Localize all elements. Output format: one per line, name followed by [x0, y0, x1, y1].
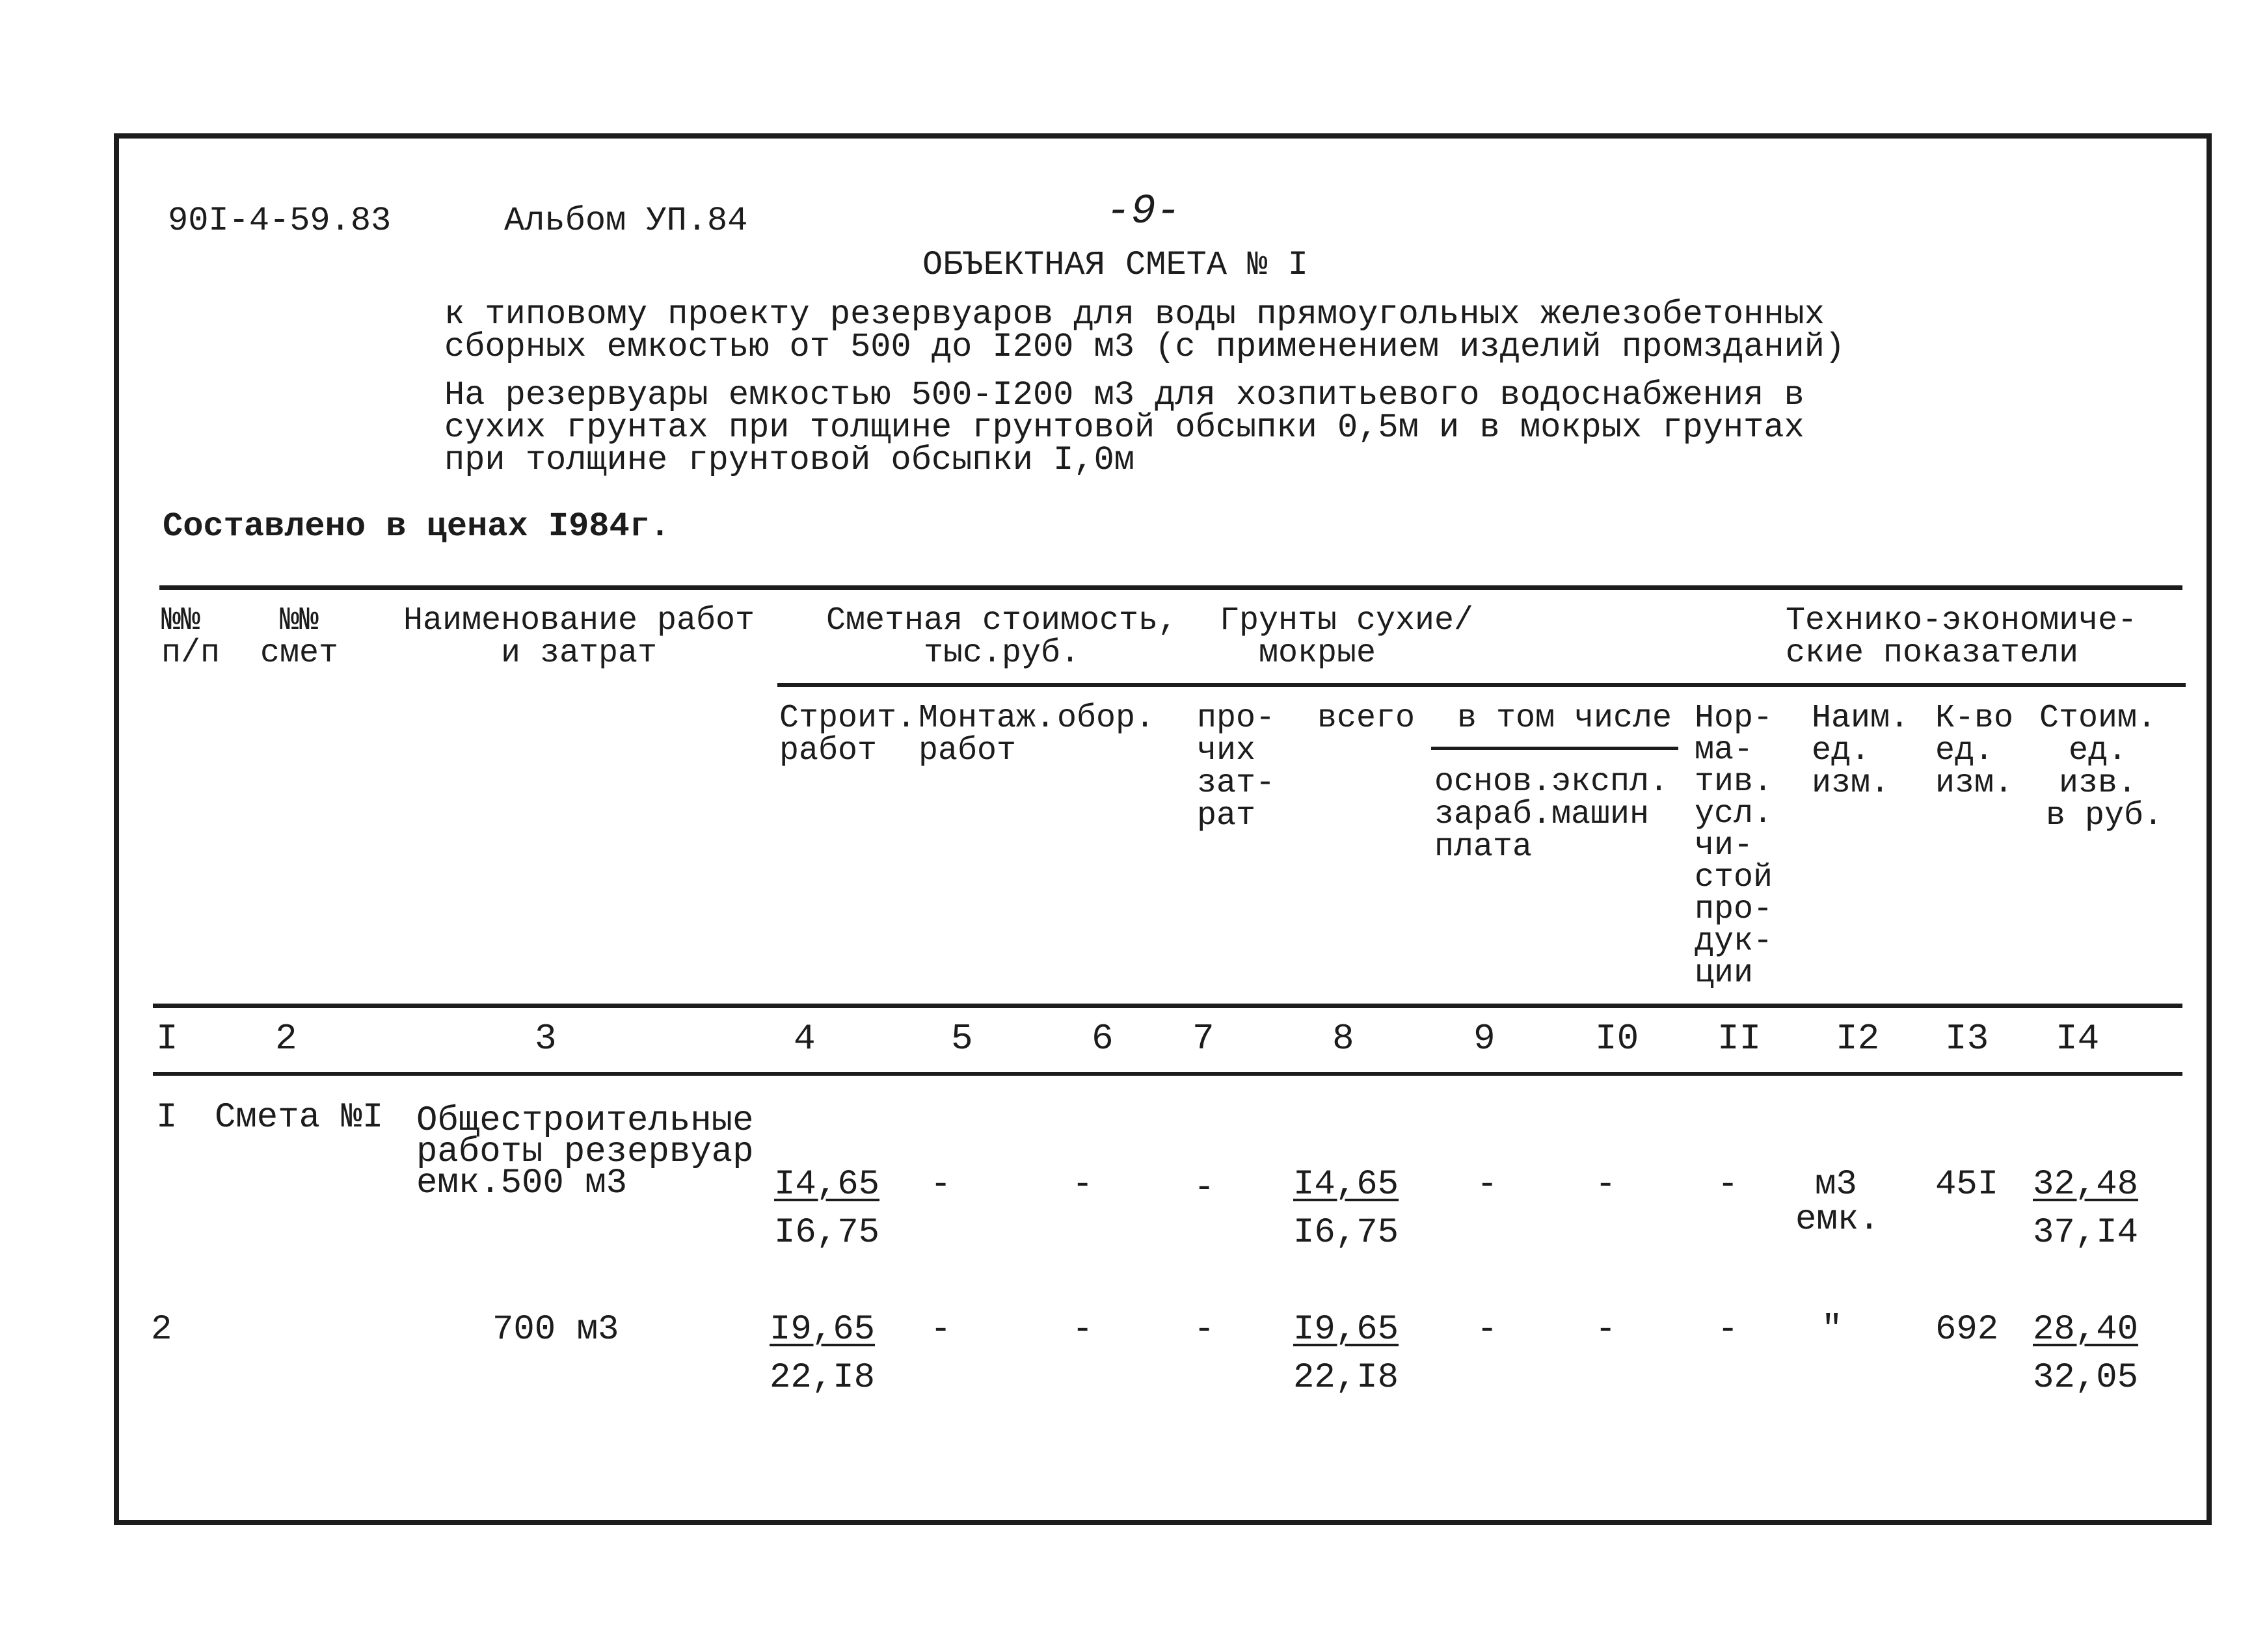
col-number: II [1717, 1018, 1762, 1059]
row-1-unit: м3 емк. [1795, 1165, 1880, 1240]
header-estimate: №№ смет [260, 602, 339, 672]
incl-group-rule [1431, 747, 1678, 750]
document-title: ОБЪЕКТНАЯ СМЕТА № I [922, 246, 1308, 284]
prices-note: Составлено в ценах I984г. [163, 507, 671, 546]
header-cost-group: Сметная стоимость, тыс.руб. [825, 602, 1178, 672]
header-machines: экспл. машин [1551, 764, 1669, 833]
row-1-estimate: Смета №I [215, 1098, 384, 1138]
row-1-no: I [156, 1098, 178, 1138]
row-1-machines: - [1595, 1165, 1616, 1205]
row-1-other: - [1194, 1168, 1215, 1208]
row-1-quantity: 45I [1935, 1165, 1999, 1205]
col-number: 8 [1332, 1018, 1354, 1059]
row-1-build-cost: I4,65 I6,75 [774, 1165, 880, 1253]
subtitle-line-2: сборных емкостью от 500 до I200 м3 (с применением изделий промзданий) [444, 328, 1845, 366]
header-total: всего [1317, 700, 1415, 737]
row-2-wages: - [1477, 1310, 1498, 1350]
album-label: Альбом УП.84 [504, 202, 748, 240]
row-2-quantity: 692 [1935, 1310, 1999, 1350]
col-number: I2 [1836, 1018, 1880, 1059]
header-tech-group: Технико-экономиче- ские показатели [1786, 602, 2138, 672]
row-2-mount: - [930, 1310, 952, 1350]
header-other-costs: про- чих зат- рат [1197, 700, 1276, 834]
row-1-equipment: - [1072, 1165, 1093, 1205]
row-2-build-cost: I9,65 22,I8 [770, 1310, 876, 1398]
header-unit: Наим. ед. изм. [1812, 700, 1910, 802]
header-unit-cost: Стоим. ед. изв. в руб. [2039, 700, 2163, 834]
col-number: I3 [1945, 1018, 1989, 1059]
col-numbers-rule [153, 1072, 2182, 1076]
col-number: 3 [535, 1018, 557, 1059]
row-1-unit-cost: 32,48 37,I4 [2033, 1165, 2139, 1253]
col-number: 6 [1092, 1018, 1114, 1059]
header-normative: Нор- ма- тив. усл. чи- стой про- дук- ции [1695, 700, 1773, 992]
page-number: -9- [1106, 189, 1181, 235]
col-number: 9 [1473, 1018, 1496, 1059]
header-build-works: Строит. работ [779, 700, 917, 769]
header-wages: основ. зараб. плата [1434, 764, 1552, 866]
header-mount-works: Монтаж. работ [919, 700, 1056, 769]
table-top-rule [159, 585, 2182, 590]
row-2-machines: - [1595, 1310, 1616, 1350]
col-number: I0 [1595, 1018, 1639, 1059]
col-number: 7 [1192, 1018, 1214, 1059]
header-equipment: обор. [1057, 700, 1155, 737]
row-2-other: - [1194, 1310, 1215, 1350]
row-1-name: Общестроительные работы резервуар емк.500 м3 [416, 1101, 754, 1203]
row-2-no: 2 [151, 1310, 172, 1350]
subtitle-line-4: сухих грунтах при толщине грунтовой обсыпки 0,5м и в мокрых грунтах [444, 408, 1804, 447]
subtitle-line-3: На резервуары емкостью 500-I200 м3 для хозпитьевого водоснабжения в [444, 376, 1804, 414]
header-bottom-rule [153, 1004, 2182, 1008]
col-number: I4 [2056, 1018, 2100, 1059]
header-no: №№ п/п [161, 602, 221, 672]
row-2-normative: - [1717, 1310, 1739, 1350]
col-number: 4 [794, 1018, 816, 1059]
col-number: I [156, 1018, 178, 1059]
col-number: 5 [951, 1018, 973, 1059]
row-2-unit: " [1821, 1310, 1843, 1350]
row-2-equipment: - [1072, 1310, 1093, 1350]
header-name: Наименование работ и затрат [403, 602, 755, 672]
header-quantity: К-во ед. изм. [1935, 700, 2014, 802]
row-1-mount: - [930, 1165, 952, 1205]
row-1-wages: - [1477, 1165, 1498, 1205]
subtitle-line-5: при толщине грунтовой обсыпки I,0м [444, 441, 1134, 479]
row-2-total: I9,65 22,I8 [1293, 1310, 1399, 1398]
cost-group-rule [777, 683, 2186, 687]
row-1-total: I4,65 I6,75 [1293, 1165, 1399, 1253]
row-1-normative: - [1717, 1165, 1739, 1205]
row-2-name: 700 м3 [492, 1310, 619, 1350]
row-2-unit-cost: 28,40 32,05 [2033, 1310, 2139, 1398]
document-code: 90I-4-59.83 [168, 202, 392, 240]
col-number: 2 [275, 1018, 297, 1059]
header-soil-group: Грунты сухие/ мокрые [1220, 602, 1474, 672]
subtitle-line-1: к типовому проекту резервуаров для воды прямоугольных железобетонных [444, 295, 1825, 334]
header-including: в том числе [1457, 700, 1672, 737]
